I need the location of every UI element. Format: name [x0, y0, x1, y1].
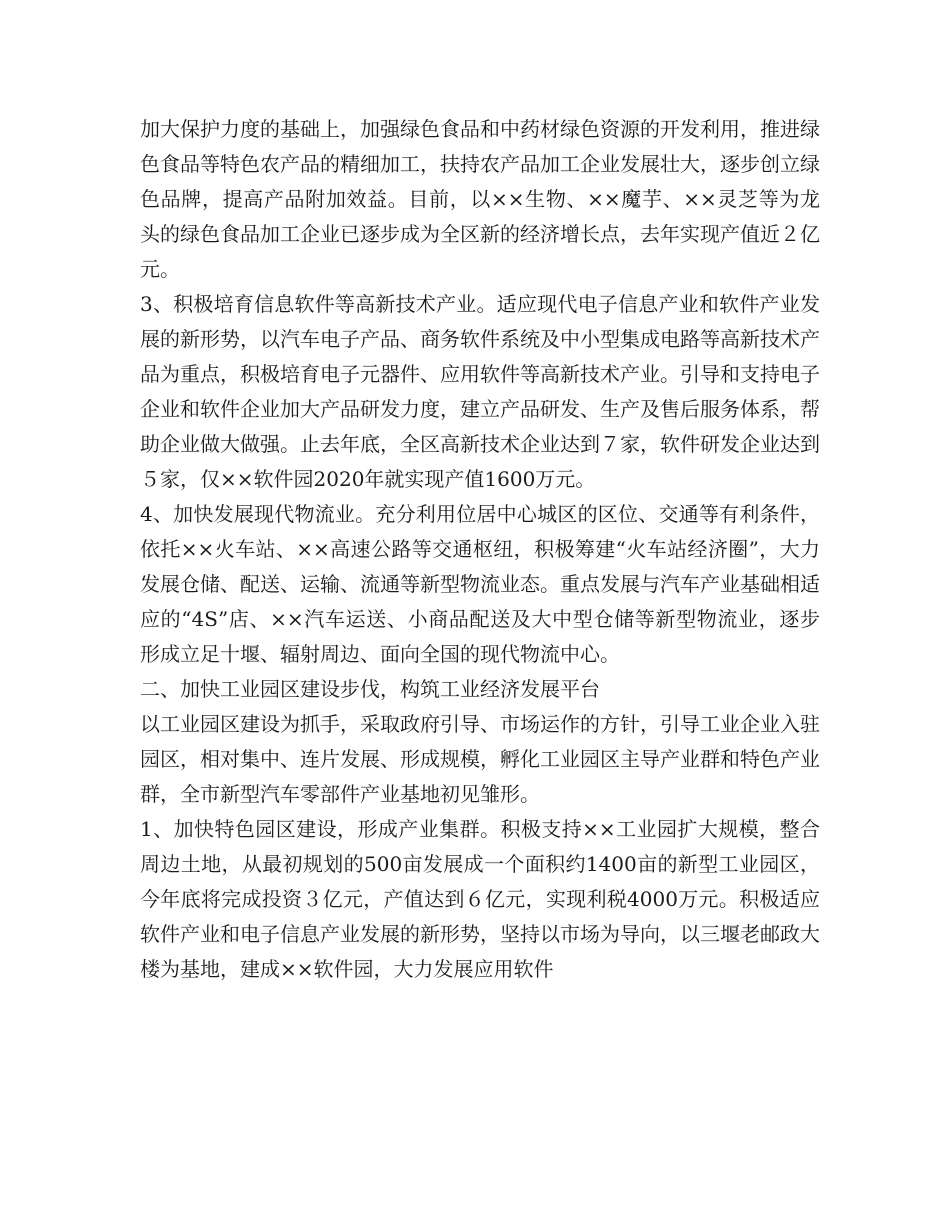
section-heading-industrial-parks: 二、加快工业园区建设步伐，构筑工业经济发展平台	[140, 677, 600, 701]
paragraph-park-intro: 以工业园区建设为抓手，采取政府引导、市场运作的方针，引导工业企业入驻园区，相对集中、连片发展、形成规模，孵化工业园区主导产业群和特色产业群，全市新型汽车零部件产业基地初见雏形。	[140, 712, 820, 806]
document-body	[140, 112, 820, 987]
paragraph-park-construction: 1、加快特色园区建设，形成产业集群。积极支持××工业园扩大规模，整合周边土地，从最初规划的500亩发展成一个面积约1400亩的新型工业园区，今年底将完成投资３亿元，产值达到６亿元，实现利税4000万元。积极适应软件产业和电子信息产业发展的新形势，坚持以市场为导向，以三堰老邮政大楼为基地，建成××软件园，大力发展应用软件	[140, 817, 820, 981]
paragraph-high-tech-industry: 3、积极培育信息软件等高新技术产业。适应现代电子信息产业和软件产业发展的新形势，以汽车电子产品、商务软件系统及中小型集成电路等高新技术产品为重点，积极培育电子元器件、应用软件等高新技术产业。引导和支持电子企业和软件企业加大产品研发力度，建立产品研发、生产及售后服务体系，帮助企业做大做强。止去年底，全区高新技术企业达到７家，软件研发企业达到５家，仅××软件园2020年就实现产值1600万元。	[140, 292, 820, 491]
paragraph-logistics: 4、加快发展现代物流业。充分利用位居中心城区的区位、交通等有利条件，依托××火车站、××高速公路等交通枢纽，积极筹建“火车站经济圈”，大力发展仓储、配送、运输、流通等新型物流业态。重点发展与汽车产业基础相适应的“4S”店、××汽车运送、小商品配送及大中型仓储等新型物流业，逐步形成立足十堰、辐射周边、面向全国的现代物流中心。	[140, 502, 820, 666]
paragraph-green-food: 加大保护力度的基础上，加强绿色食品和中药材绿色资源的开发利用，推进绿色食品等特色农产品的精细加工，扶持农产品加工企业发展壮大，逐步创立绿色品牌，提高产品附加效益。目前，以××生物、××魔芋、××灵芝等为龙头的绿色食品加工企业已逐步成为全区新的经济增长点，去年实现产值近２亿元。	[140, 117, 820, 281]
